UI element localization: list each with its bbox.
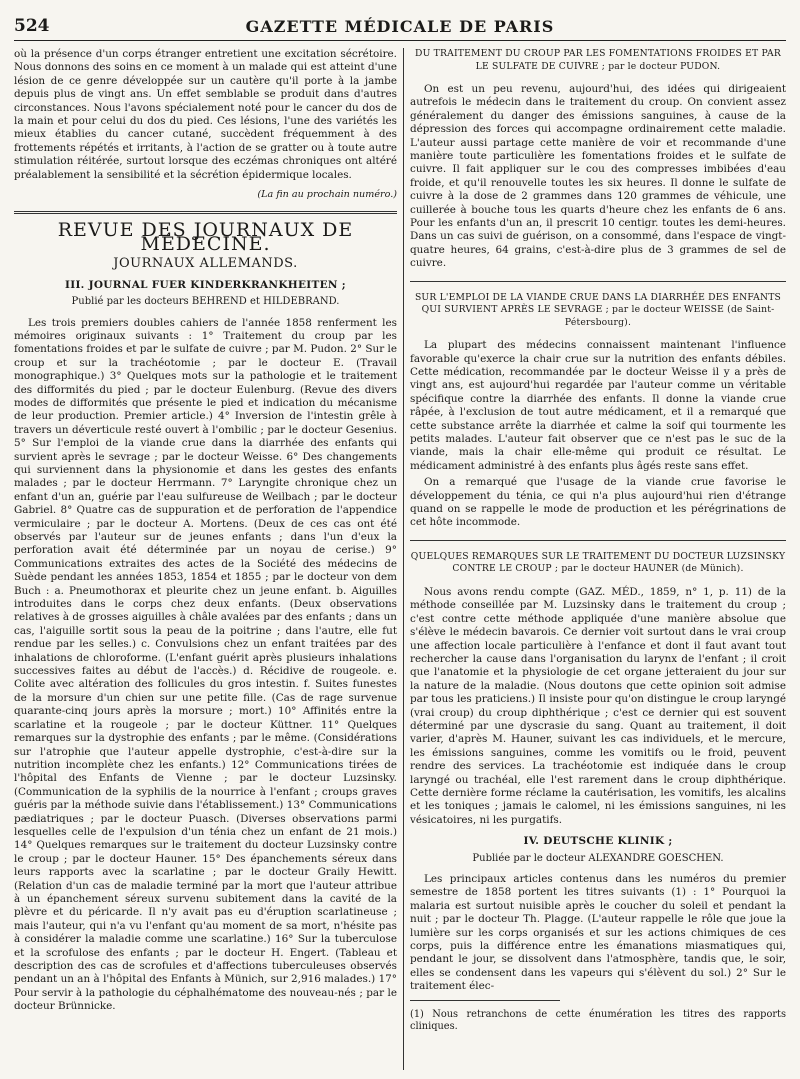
left-column <box>14 48 397 1017</box>
article-title-viande: SUR L'EMPLOI DE LA VIANDE CRUE DANS LA DIARRHÉE DES ENFANTS QUI SURVIENT APRÈS LE SEVRAGE ; par le docteur WEISSE (de Saint-Pétersbourg). <box>414 291 782 328</box>
article-title-croup: DU TRAITEMENT DU CROUP PAR LES FOMENTATIONS FROIDES ET PAR LE SULFATE DE CUIVRE ; par le docteur PUDON. <box>415 48 781 72</box>
section-rule <box>14 211 397 214</box>
journal-title: GAZETTE MÉDICALE DE PARIS <box>245 17 555 36</box>
page-number: 524 <box>14 16 50 36</box>
journal-byline-klinik: Publiée par le docteur ALEXANDRE GOESCHEN. <box>472 852 724 864</box>
article-rule <box>410 540 786 541</box>
section-title: REVUE DES JOURNAUX DE MÉDECINE. <box>57 219 354 255</box>
footnote: (1) Nous retranchons de cette énumération les titres des rapports cliniques. <box>410 1008 786 1033</box>
running-header <box>14 10 786 41</box>
right-column <box>410 48 786 1034</box>
subsection-title: JOURNAUX ALLEMANDS. <box>113 256 298 272</box>
article-rule <box>410 281 786 282</box>
article-viande-text-2: On a remarqué que l'usage de la viande crue favorise le développement du ténia, ce qui n'a plus aujourd'hui rien d'étrange quand on se rappelle le mode de production et les pérégrinations de cet hôte incommode. <box>410 476 786 529</box>
continued-note: (La fin au prochain numéro.) <box>257 189 397 201</box>
klinik-paragraph: Les principaux articles contenus dans les numéros du premier semestre de 1858 portent les titres suivants (1) : 1° Pourquoi la malaria est surtout nuisible après le coucher du soleil et pendant la nuit ; par le docteur Th. Plagge. (L'auteur rappelle le rôle que joue la lumière sur les corps organisés et sur les actions chimiques de ces corps, puis la différence entre les émanations miasmatiques qui, pendant le jour, se dissolvent dans l'atmosphère, tandis que, le soir, elles se condensent dans les vapeurs qui s'élèvent du sol.) 2° Sur le traitement élec- <box>410 873 786 993</box>
footnote-rule <box>410 1000 560 1001</box>
journal-heading-klinik: IV. DEUTSCHE KLINIK ; <box>523 835 673 848</box>
article-title-luzsinsky: QUELQUES REMARQUES SUR LE TRAITEMENT DU DOCTEUR LUZSINSKY CONTRE LE CROUP ; par le docteur HAUNER (de Münich). <box>410 550 786 575</box>
journal-heading: III. JOURNAL FUER KINDERKRANKHEITEN ; <box>65 278 346 291</box>
review-paragraph: Les trois premiers doubles cahiers de l'année 1858 renferment les mémoires originaux suivants : 1° Traitement du croup par les fomentations froides et par le sulfate de cuivre ; par M. Pudon. 2° Sur le croup et sur la trachéotomie ; par le docteur E. (Travail monographique.) 3° Quelques mots sur la pathologie et le traitement des difformités du pied ; par le docteur Eulenburg. (Revue des divers modes de difformités que présente le pied et indication du mécanisme de leur production. Premier article.) 4° Inversion de l'intestin grêle à travers un déverticule resté ouvert à l'ombilic ; par le docteur Gesenius. 5° Sur l'emploi de la viande crue dans la diarrhée des enfants qui survient après le sevrage ; par le docteur Weisse. 6° Des changements qui surviennent dans la physionomie et dans les gestes des enfants malades ; par le docteur Herrmann. 7° Laryngite chronique chez un enfant d'un an, guérie par l'eau sulfureuse de Weilbach ; par le docteur Gabriel. 8° Quatre cas de suppuration et de perforation de l'appendice vermiculaire ; par le docteur A. Mortens. (Deux de ces cas ont été observés par l'auteur sur de jeunes enfants ; dans l'un d'eux la perforation avait été déterminée par un noyau de cerise.) 9° Communications extraites des actes de la Société des médecins de Suède pendant les années 1853, 1854 et 1855 ; par le docteur von dem Buch : a. Pneumothorax et pleurite chez un jeune enfant. b. Aiguilles introduites dans le corps chez deux enfants. (Deux observations relatives à de grosses aiguilles à châle avalées par des enfants ; dans un cas, l'aiguille sortit sous la peau de la poitrine ; dans l'autre, elle fut rendue par les selles.) c. Convulsions chez un enfant traitées par des inhalations de chloroforme. (L'enfant guérit après plusieurs inhalations successives faites au début de l'accès.) d. Récidive de rougeole. e. Colite avec altération des follicules du gros intestin. f. Suites funestes de la morsure d'un chien sur une petite fille. (Cas de rage survenue quarante-cinq jours après la morsure ; mort.) 10° Affinités entre la scarlatine et la rougeole ; par le docteur Küttner. 11° Quelques remarques sur la dystrophie des enfants ; par le même. (Considérations sur l'atrophie que l'auteur appelle dystrophie, c'est-à-dire sur la nutrition incomplète chez les enfants.) 12° Communications tirées de l'hôpital des Enfants de Vienne ; par le docteur Luzsinsky. (Communication de la syphilis de la nourrice à l'enfant ; croups graves guéris par la méthode suivie dans l'établissement.) 13° Communications pædiatriques ; par le docteur Puasch. (Diverses observations parmi lesquelles celle de l'expulsion d'un ténia chez un enfant de 21 mois.) 14° Quelques remarques sur le traitement du docteur Luzsinsky contre le croup ; par le docteur Hauner. 15° Des épanchements séreux dans leurs rapports avec la scarlatine ; par le docteur Graily Hewitt. (Relation d'un cas de maladie terminé par la mort que l'auteur attribue à un épanchement séreux survenu subitement dans la cavité de la plèvre et du péricarde. Il n'y avait pas eu d'éruption scarlatineuse ; mais l'auteur, qui n'a vu l'enfant qu'au moment de sa mort, n'hésite pas à considérer la maladie comme une scarlatine.) 16° Sur la tuberculose et la scrofulose des enfants ; par le docteur H. Engert. (Tableau et description des cas de scrofules et d'affections tuberculeuses observés pendant un an à l'hôpital des Enfants à Münich, sur 2,916 malades.) 17° Pour servir à la pathologie du céphalhématome des nouveau-nés ; par le docteur Brünnicke. <box>14 316 397 1013</box>
article-croup-text: On est un peu revenu, aujourd'hui, des idées qui dirigeaient autrefois le médecin dans le traitement du croup. On convient assez généralement du danger des émissions sanguines, à cause de la dépression des forces qui accompagne ordinairement cette maladie. L'auteur aussi partage cette manière de voir et recommande d'une manière toute particulière les fomentations froides et le sulfate de cuivre. Il fait appliquer sur le cou des compresses imbibées d'eau froide, et qu'il renouvelle toutes les six heures. Il donne le sulfate de cuivre à la dose de 2 grammes dans 120 grammes de véhicule, une cuillerée à bouche tous les quarts d'heure chez les enfants de 6 ans. Pour les enfants d'un an, il prescrit 10 centigr. toutes les demi-heures. Dans un cas suivi de guérison, on a consommé, dans l'espace de vingt-quatre heures, 64 grains, c'est-à-dire plus de 3 grammes de sel de cuivre. <box>410 83 786 270</box>
intro-paragraph: où la présence d'un corps étranger entretient une excitation sécrétoire. Nous donnons des soins en ce moment à un malade qui est atteint d'une lésion de ce genre développée sur un cautère qu'il porte à la jambe depuis plus de vingt ans. Un effet semblable se produit dans d'autres circonstances. Nous l'avons spécialement noté pour le cancer du dos de la main et pour celui du dos du pied. Ces lésions, l'une des variétés les mieux établies du cancer cutané, succèdent fréquemment à des frottements répétés et irritants, à l'action de se gratter ou à toute autre stimulation réitérée, surtout lorsque des eczémas chroniques ont altéré préalablement la sensibilité et la sécrétion épidermique locales. <box>14 48 397 181</box>
article-luzsinsky-text: Nous avons rendu compte (GAZ. MÉD., 1859, n° 1, p. 11) de la méthode conseillée par M. Luzsinsky dans le traitement du croup ; c'est contre cette méthode appliquée d'une manière absolue que s'élève le médecin bavarois. Ce dernier voit surtout dans le vrai croup une affection locale particulière à l'enfance et dont il faut avant tout rechercher la cause dans l'organisation du larynx de l'enfant ; il croit que l'anatomie et la physiologie de cet organe jetteraient du jour sur la nature de la maladie. (Nous doutons que cette opinion soit admise par tous les praticiens.) Il insiste pour qu'on distingue le croup laryngé (vrai croup) du croup diphthérique ; c'est ce dernier qui est souvent déterminé par une dyscrasie du sang. Quant au traitement, il doit varier, d'après M. Hauner, suivant les cas individuels, et le mercure, les émissions sanguines, comme les vomitifs ou le froid, peuvent rendre des services. La trachéotomie est indiquée dans le croup laryngé ou trachéal, elle l'est rarement dans le croup diphthérique. Cette dernière forme réclame la cautérisation, les vomitifs, les alcalins et les toniques ; jamais le calomel, ni les émissions sanguines, ni les vésicatoires, ni les purgatifs. <box>410 585 786 826</box>
journal-byline: Publié par les docteurs BEHREND et HILDEBRAND. <box>71 296 340 308</box>
article-viande-text-1: La plupart des médecins connaissent maintenant l'influence favorable qu'exerce la chair crue sur la nutrition des enfants débiles. Cette médication, recommandée par le docteur Weisse il y a près de vingt ans, est aujourd'hui regardée par l'auteur comme un véritable spécifique contre la diarrhée des enfants. Il donne la viande crue râpée, à l'exclusion de tout autre médicament, et il a remarqué que cette substance arrête la diarrhée et calme la soif qui tourmente les petits malades. L'auteur fait observer que ce n'est pas le suc de la viande, mais la chair elle-même qui produit ce résultat. Le médicament administré à des enfants plus âgés reste sans effet. <box>410 339 786 472</box>
column-divider <box>403 48 404 1070</box>
